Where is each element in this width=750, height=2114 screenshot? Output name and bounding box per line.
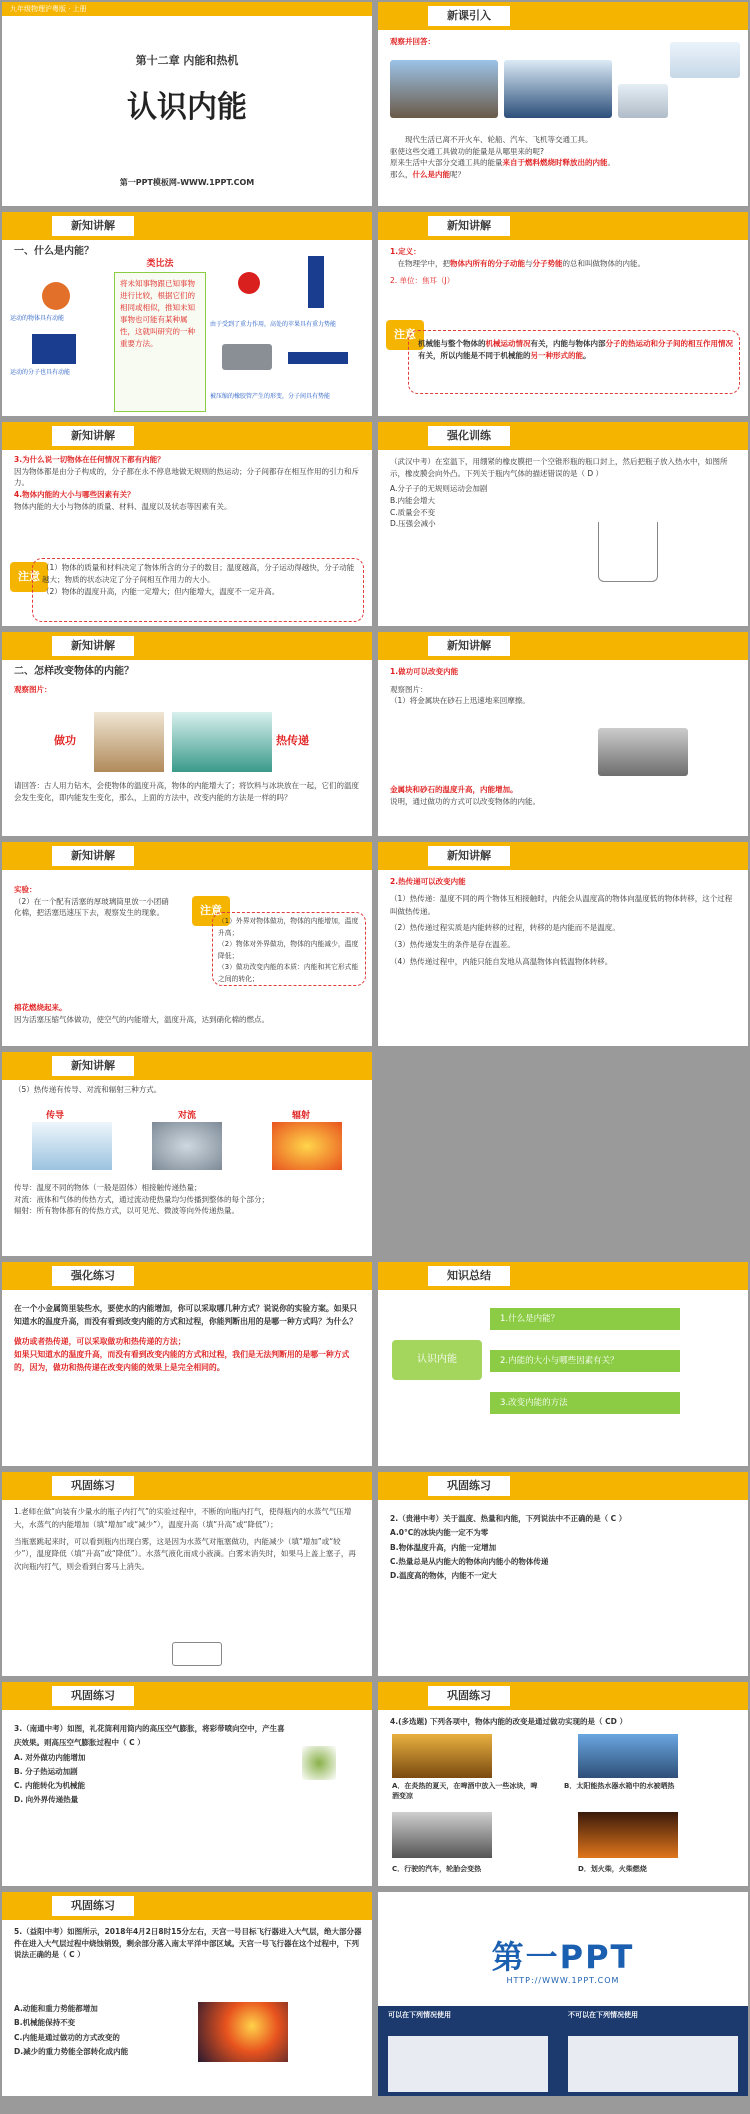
slide-11 [2, 1052, 372, 1256]
footer-left: 可以在下列情况使用 [388, 2011, 451, 2019]
note-badge: 注意 [10, 562, 48, 592]
link-list-left [388, 2036, 548, 2092]
label-heat: 热传递 [276, 734, 309, 747]
heading: 2.热传递可以改变内能 [390, 877, 466, 886]
footer-right: 不可以在下列情况使用 [568, 2011, 638, 2019]
slide-12 [2, 1262, 372, 1466]
def-d: 分子势能 [532, 258, 563, 268]
link-list-right [568, 2036, 738, 2092]
header-bar [378, 842, 748, 870]
ship-image [504, 60, 612, 118]
question: 3.（南通中考）如图，礼花筒利用筒内的高压空气膨胀，将彩带喷向空中，产生喜庆效果。则高压空气膨胀过程中（ C ） [14, 1724, 285, 1748]
option-d: D.减少的重力势能全部转化成内能 [14, 2046, 129, 2056]
section-title: 一、什么是内能？ [14, 246, 94, 257]
slide-7 [2, 632, 372, 836]
header-bar [378, 632, 748, 660]
header-title: 新知讲解 [428, 216, 510, 236]
observe-label: 观察图片： [14, 684, 52, 694]
analogy-text: 将未知事物跟已知事物进行比较，根据它们的相同或相似，推知未知事物也可能有某种属性，这就叫研究的一种重要方法。 [120, 279, 195, 348]
slide-3 [2, 212, 372, 416]
header-bar [2, 842, 372, 870]
pump-diagram [172, 1642, 222, 1666]
p1: （1）热传递：温度不同的两个物体互相接触时，内能会从温度高的物体向温度低的物体转移，这个过程叫做热传递。 [390, 893, 733, 916]
slide-6 [378, 422, 748, 626]
option-b: B.物体温度升高，内能一定增加 [390, 1542, 497, 1552]
footer-text: 第一PPT模板网-WWW.1PPT.COM [119, 178, 255, 187]
molecule-row-image [288, 352, 348, 364]
summary-item-3: 3.改变内能的方法 [490, 1392, 680, 1414]
radiation-image [272, 1122, 342, 1170]
option-a: A. 对外做功内能增加 [14, 1752, 86, 1762]
cap5: 被压缩的橡胶管产生的形变，分子间具有势能 [210, 393, 331, 400]
logo: 第一PPT [491, 1938, 635, 1976]
header-title: 巩固练习 [52, 1476, 134, 1496]
cap1: 运动的物体具有动能 [10, 315, 65, 322]
option-d: D.温度高的物体，内能不一定大 [390, 1571, 497, 1580]
n1: （1）物体的质量和材料决定了物体所含的分子的数目；温度越高，分子运动得越快，分子动能越大；物质的状态决定了分子间相互作用力的大小。 [42, 563, 355, 584]
slide-13 [378, 1262, 748, 1466]
p3b: 来自于燃料燃烧时释放出的内能 [502, 158, 608, 168]
p3: （3）热传递发生的条件是存在温差。 [390, 940, 515, 949]
p2: （2）热传递过程实质是内能转移的过程，转移的是内能而不是温度。 [390, 923, 620, 933]
observe-label: 观察并回答： [390, 37, 435, 46]
p4a: 那么， [390, 169, 413, 179]
option-d: D. 向外界传递热量 [14, 1795, 79, 1805]
header-title: 强化训练 [428, 426, 510, 446]
summary-center-label: 认识内能 [417, 1354, 457, 1365]
solar-image [578, 1734, 678, 1778]
header-title: 强化练习 [52, 1266, 134, 1286]
header-bar [378, 2, 748, 30]
a4: 物体内能的大小与物体的质量、材料、温度以及状态等因素有关。 [14, 501, 232, 511]
apple-icon [238, 272, 260, 294]
p1: （2）在一个配有活塞的厚玻璃筒里放一小团硝化棉，把活塞迅速压下去，观察发生的现象。 [14, 896, 169, 918]
label-convection: 对流 [178, 1111, 197, 1121]
note-a: 机械能与整个物体的 [418, 339, 486, 348]
header-title: 新知讲解 [428, 846, 510, 866]
option-d: D.压强会减小 [390, 519, 436, 529]
header-bar [2, 422, 372, 450]
option-c: C. 内能转化为机械能 [14, 1781, 85, 1790]
header-bar [2, 212, 372, 240]
def-e: 的总和叫做物体的内能。 [562, 258, 645, 268]
header-bar [2, 1262, 372, 1290]
car-wheel-image [392, 1812, 492, 1858]
option-c: C.热量总是从内能大的物体向内能小的物体传递 [390, 1556, 549, 1566]
header-title: 新知讲解 [52, 426, 134, 446]
p2: 说明，通过做功的方式可以改变物体的内能。 [390, 796, 540, 806]
option-c: C．行驶的汽车，轮胎会变热 [392, 1865, 482, 1873]
heading: 1.做功可以改变内能 [390, 667, 459, 676]
tiangong-image [198, 2002, 288, 2062]
summary-item-2: 2.内能的大小与哪些因素有关？ [490, 1350, 680, 1372]
question: 请回答：古人用力钻木，会使物体的温度升高，物体的内能增大了；将饮料与冰块放在一起，它们的温度会发生变化，即内能发生变化，那么，上面的方法中，改变内能的方法是一样的吗？ [14, 781, 359, 802]
slide-10 [378, 842, 748, 1046]
chapter-title: 第十二章 内能和热机 [135, 54, 239, 67]
plane-image [670, 42, 740, 78]
label-conduction: 传导 [46, 1111, 65, 1121]
option-a: A．在炎热的夏天，在啤酒中放入一些冰块，啤酒变凉 [392, 1782, 538, 1800]
t2: 对流：液体和气体的传热方式，通过流动使热量均匀传播到整体的每个部分； [14, 1194, 269, 1204]
option-b: B. 分子热运动加剧 [14, 1766, 78, 1776]
n2: （2）物体的温度升高，内能一定增大；但内能增大，温度不一定升高。 [42, 587, 280, 596]
def-label: 1.定义： [390, 247, 421, 256]
slide-8 [378, 632, 748, 836]
option-b: B．太阳能热水器水箱中的水被晒热 [564, 1782, 675, 1790]
header-bar [2, 1052, 372, 1080]
logo-url: HTTP://WWW.1PPT.COM [506, 1976, 620, 1985]
answer-2: 如果只知道水的温度升高，而没有看到改变内能的方式和过程，我们是无法判断用的是哪一种方式的，因为，做功和热传递在改变内能的效果上是完全相同的。 [14, 1349, 350, 1372]
q3: 3.为什么说一切物体在任何情况下都有内能？ [14, 455, 165, 464]
header-bar [378, 212, 748, 240]
observe-label: 观察图片： [390, 684, 428, 694]
header-bar [378, 1682, 748, 1710]
header-title: 巩固练习 [428, 1476, 510, 1496]
slide-16 [2, 1682, 372, 1886]
molecules-image [32, 334, 76, 364]
header-title: 巩固练习 [52, 1896, 134, 1916]
slide-15 [378, 1472, 748, 1676]
header-title: 新课引入 [428, 6, 510, 26]
t1: 传导：温度不同的物体（一般是固体）相接触传递热量； [14, 1183, 202, 1192]
header-bar [2, 1682, 372, 1710]
conduction-image [32, 1122, 112, 1170]
note-c: 有关，内能与物体内部 [530, 339, 606, 348]
def-a: 在物理学中，把 [397, 258, 450, 268]
slide-1-cover [2, 2, 372, 206]
t3: 辐射：所有物体都有的传热方式，以可见光、微波等向外传递热量。 [14, 1206, 239, 1216]
header-bar [2, 632, 372, 660]
note-b: 机械运动情况 [485, 339, 531, 348]
question: 4.(多选题) 下列各项中，物体内能的改变是通过做功实现的是（ CD ） [390, 1717, 627, 1726]
party-popper-image [302, 1746, 336, 1780]
p3a: 原来生活中大部分交通工具的能量 [390, 158, 503, 168]
header-title: 巩固练习 [428, 1686, 510, 1706]
unit: 2. 单位：焦耳（J） [390, 276, 455, 286]
result: 金属块和砂石的温度升高，内能增加。 [390, 785, 518, 794]
slide-18 [2, 1892, 372, 2096]
question: 5.（益阳中考）如图所示，2018年4月2日8时15分左右，天宫一号目标飞行器进入大气层，绝大部分器件在进入大气层过程中烧蚀销毁，剩余部分落入南太平洋中部区域。天宫一号飞行器在这个过程中，下列说法正确的是（ C ） [14, 1927, 362, 1960]
top-label: 九年级物理沪粤版 · 上册 [10, 5, 87, 13]
def-b: 物体内所有的分子动能 [450, 258, 525, 268]
exp-label: 实验： [14, 885, 37, 894]
summary-center [392, 1340, 482, 1380]
answer-1: 做功或者热传递，可以采取做功和热传递的方法； [14, 1336, 186, 1346]
cap2: 运动的分子也具有动能 [10, 369, 71, 376]
slide-17 [378, 1682, 748, 1886]
n2: （2）物体对外界做功，物体的内能减少，温度降低； [218, 940, 359, 960]
basketball-icon [42, 282, 70, 310]
note-badge: 注意 [192, 896, 230, 926]
def-c: 与 [525, 258, 533, 268]
header-bar [378, 422, 748, 450]
p4: （4）热传递过程中，内能只能自发地从高温物体向低温物体转移。 [390, 956, 613, 966]
label-radiation: 辐射 [292, 1111, 311, 1121]
summary-item-1: 1.什么是内能？ [490, 1308, 680, 1330]
ice-drink-image [172, 712, 272, 772]
p1: （1）将金属块在砂石上迅速地来回摩擦。 [390, 696, 530, 706]
spring-image [222, 344, 272, 370]
note-g: 。 [583, 351, 591, 360]
header-title: 新知讲解 [52, 216, 134, 236]
label-work: 做功 [54, 734, 76, 747]
a3: 因为物体都是由分子构成的，分子都在永不停息地做无规则的热运动；分子间都存在相互作用的引力和斥力。 [14, 466, 359, 488]
grinding-image [598, 728, 688, 776]
result: 棉花燃烧起来。 [14, 1003, 67, 1012]
n3: （3）做功改变内能的本质：内能和其它形式能之间的转化； [218, 963, 359, 983]
p2: 驱使这些交通工具做功的能量是从哪里来的呢? [390, 146, 544, 156]
cap3: 由于受到了重力作用，高处的苹果具有重力势能 [210, 321, 337, 328]
note-f: 另一种形式的能 [530, 351, 583, 360]
train-image [390, 60, 498, 118]
header-bar [378, 1472, 748, 1500]
flask-diagram [598, 522, 658, 582]
beer-image [392, 1734, 492, 1778]
slide-19-end [378, 1892, 748, 2096]
note-e: 有关，所以内能是不同于机械能的 [418, 351, 531, 360]
question-part2: 当瓶塞跳起来时，可以看到瓶内出现白雾，这是因为水蒸气对瓶塞做功，内能减少（填“增加”或“较少”），温度降低（填“升高”或“降低”）。水蒸气液化而成小液滴。白雾未消失时，如果马上盖上塞子，再次向瓶内打气，则会看到白雾马上消失。 [14, 1536, 356, 1571]
header-title: 新知讲解 [428, 636, 510, 656]
option-a: A.分子子的无规则运动会加剧 [390, 484, 488, 494]
p4b: 什么是内能 [412, 169, 450, 179]
convection-image [152, 1122, 222, 1170]
question: 在一个小金属筒里装些水，要使水的内能增加，你可以采取哪几种方式？说说你的实验方案。如果只知道水的温度升高，而没有看到改变内能的方式和过程，你能判断出用的是哪一种方式吗？为什么？ [14, 1304, 358, 1327]
method-label: 类比法 [146, 259, 174, 269]
header-title: 新知讲解 [52, 1056, 134, 1076]
q4: 4.物体内能的大小与哪些因素有关？ [14, 489, 135, 499]
p4c: 呢？ [450, 169, 465, 179]
header-bar [2, 1892, 372, 1920]
car-image [618, 84, 668, 118]
slide-4 [378, 212, 748, 416]
header-bar [378, 1262, 748, 1290]
molecule-chain-image [308, 256, 324, 308]
question: 2.（贵港中考）关于温度、热量和内能，下列说法中不正确的是（ C ） [390, 1514, 627, 1523]
option-a: A.0°C的冰块内能一定不为零 [390, 1528, 489, 1538]
page-title: 认识内能 [127, 90, 247, 125]
p3c: 。 [607, 158, 615, 168]
header-title: 新知讲解 [52, 636, 134, 656]
header-title: 知识总结 [428, 1266, 510, 1286]
section-title: 二、怎样改变物体的内能？ [14, 666, 134, 677]
p1: 现代生活已离不开火车、轮船、汽车、飞机等交通工具。 [405, 135, 593, 144]
n1: （1）外界对物体做功，物体的内能增加，温度升高； [218, 917, 359, 937]
option-d: D．划火柴，火柴燃烧 [578, 1865, 647, 1873]
option-b: B.机械能保持不变 [14, 2018, 76, 2028]
question-part1: 1.老师在做“向装有少量水的瓶子内打气”的实验过程中，不断的向瓶内打气，使得瓶内的水蒸气气压增大，水蒸气的内能增加（填“增加”或“减少”），温度升高（填“升高”或“降低”）； [14, 1507, 352, 1529]
p2: 因为活塞压缩气体做功，使空气的内能增大，温度升高，达到硝化棉的燃点。 [14, 1014, 269, 1024]
header-title: 新知讲解 [52, 846, 134, 866]
slide-14 [2, 1472, 372, 1676]
header-title: 巩固练习 [52, 1686, 134, 1706]
question: （武汉中考）在室温下，用绷紧的橡皮膜把一个空锥形瓶的瓶口封上，然后把瓶子放入热水中，如图所示，橡皮膜会向外凸。下列关于瓶内气体的描述错误的是（ D ） [390, 457, 728, 478]
match-image [578, 1812, 678, 1858]
heading: （5）热传递有传导、对流和辐射三种方式。 [14, 1085, 162, 1094]
option-c: C.内能是通过做功的方式改变的 [14, 2032, 120, 2042]
note-d: 分子的热运动和分子间的相互作用情况 [605, 339, 733, 348]
note-badge: 注意 [386, 320, 424, 350]
option-b: B.内能会增大 [390, 495, 436, 505]
drill-image [94, 712, 164, 772]
option-a: A.动能和重力势能都增加 [14, 2004, 98, 2013]
slide-5 [2, 422, 372, 626]
slide-2 [378, 2, 748, 206]
header-bar [2, 1472, 372, 1500]
slide-9 [2, 842, 372, 1046]
option-c: C.质量会不变 [390, 507, 436, 517]
